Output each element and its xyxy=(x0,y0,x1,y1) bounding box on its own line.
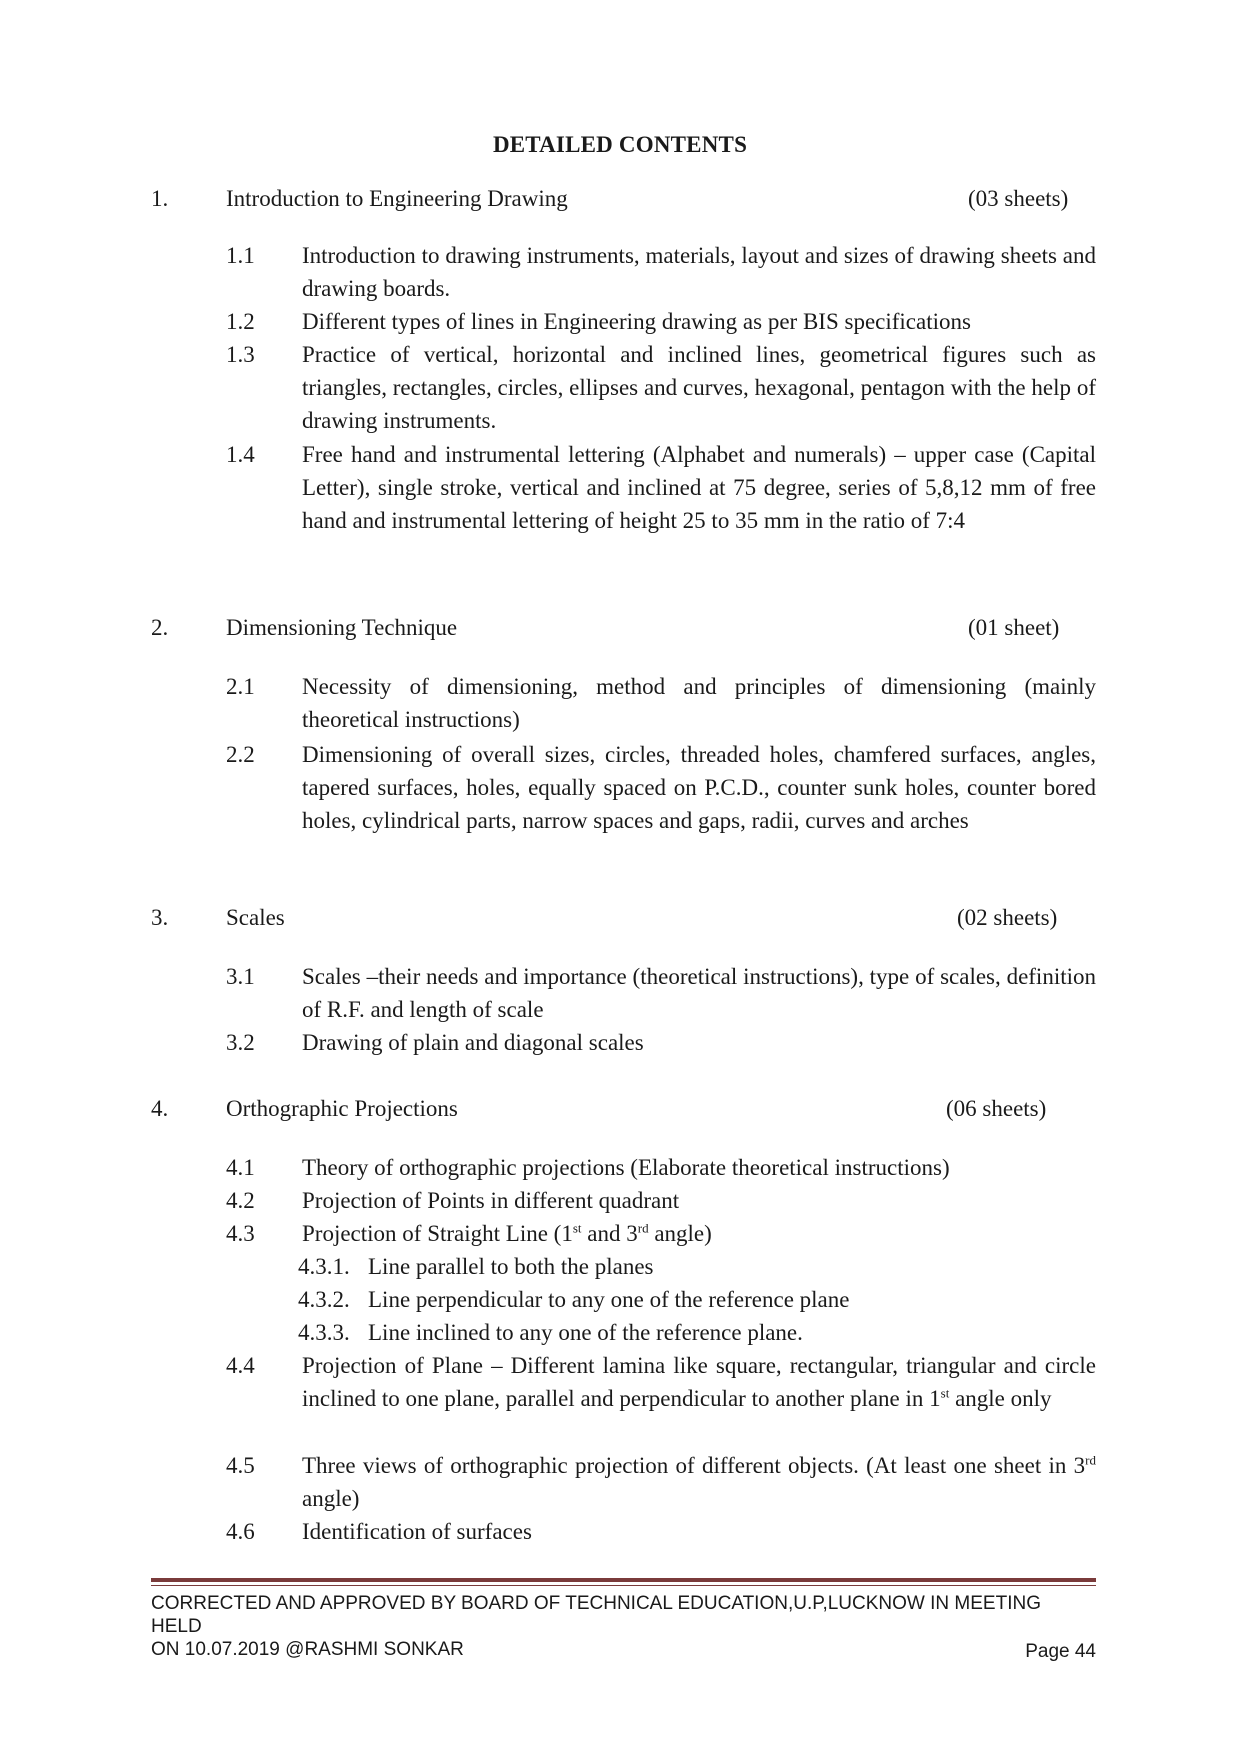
item-text xyxy=(302,1449,1096,1515)
sub-item-number: 4.3.1. xyxy=(298,1254,350,1279)
footer-divider-thin xyxy=(151,1585,1096,1586)
sheet-count: (02 sheets) xyxy=(957,905,1058,930)
item-text: Projection of Points in different quadrant xyxy=(302,1188,680,1213)
sub-item-text: Line parallel to both the planes xyxy=(368,1254,654,1279)
list-item xyxy=(226,1151,1096,1184)
list-item xyxy=(226,1217,1096,1250)
section-number: 4. xyxy=(151,1096,169,1121)
item-number: 4.1 xyxy=(226,1155,255,1180)
section-number: 1. xyxy=(151,186,169,211)
item-number: 1.2 xyxy=(226,309,255,334)
item-text xyxy=(302,1217,1096,1250)
item-number: 4.5 xyxy=(226,1453,255,1478)
text-run: angle) xyxy=(302,1486,360,1511)
list-item xyxy=(226,1349,1096,1415)
item-text: Drawing of plain and diagonal scales xyxy=(302,1030,644,1055)
item-number: 1.3 xyxy=(226,342,255,367)
text-run: Three views of orthographic projection of different objects. (At least one sheet in 3 xyxy=(302,1453,1086,1478)
superscript: rd xyxy=(1085,1452,1096,1468)
list-item xyxy=(226,738,1096,837)
sheet-count: (01 sheet) xyxy=(968,615,1060,640)
list-item xyxy=(226,338,1096,437)
item-text: Practice of vertical, horizontal and inclined lines, geometrical figures such as triangles, rectangles, circles, ellipses and curves, hexagonal, pentagon with the help of drawing instruments. xyxy=(302,342,1096,433)
item-text xyxy=(302,1349,1096,1415)
sub-item-number: 4.3.3. xyxy=(298,1320,350,1345)
text-run: angle only xyxy=(949,1386,1052,1411)
list-item xyxy=(226,1515,1096,1548)
item-number: 2.2 xyxy=(226,742,255,767)
sub-item-text: Line perpendicular to any one of the reference plane xyxy=(368,1287,850,1312)
item-number: 4.3 xyxy=(226,1221,255,1246)
item-text: Necessity of dimensioning, method and principles of dimensioning (mainly theoretical instructions) xyxy=(302,674,1096,732)
section-3-heading xyxy=(151,905,1096,937)
item-number: 3.2 xyxy=(226,1030,255,1055)
item-text: Theory of orthographic projections (Elaborate theoretical instructions) xyxy=(302,1155,950,1180)
item-text: Different types of lines in Engineering drawing as per BIS specifications xyxy=(302,309,971,334)
item-number: 4.6 xyxy=(226,1519,255,1544)
superscript: st xyxy=(572,1220,582,1236)
page-number: Page 44 xyxy=(1025,1641,1096,1662)
superscript: st xyxy=(940,1385,950,1401)
sheet-count: (06 sheets) xyxy=(946,1096,1047,1121)
page-title: DETAILED CONTENTS xyxy=(492,132,748,157)
sub-list-item xyxy=(298,1283,1058,1316)
item-text: Introduction to drawing instruments, materials, layout and sizes of drawing sheets and drawing boards. xyxy=(302,243,1096,301)
item-text: Scales –their needs and importance (theoretical instructions), type of scales, definition of R.F. and length of scale xyxy=(302,964,1096,1022)
section-title: Scales xyxy=(226,905,285,930)
item-number: 1.4 xyxy=(226,442,255,467)
section-title: Dimensioning Technique xyxy=(226,615,458,640)
item-number: 3.1 xyxy=(226,964,255,989)
section-4-heading xyxy=(151,1096,1096,1128)
list-item xyxy=(226,239,1096,305)
text-run: and 3 xyxy=(581,1221,638,1246)
list-item xyxy=(226,438,1096,537)
list-item xyxy=(226,670,1096,736)
footer-divider xyxy=(151,1578,1096,1582)
item-number: 4.2 xyxy=(226,1188,255,1213)
section-title: Orthographic Projections xyxy=(226,1096,458,1121)
section-1-heading xyxy=(151,186,1096,218)
text-run: angle) xyxy=(648,1221,712,1246)
footer-line: CORRECTED AND APPROVED BY BOARD OF TECHNICAL EDUCATION,U.P,LUCKNOW IN MEETING HELD xyxy=(151,1593,1041,1637)
sub-item-text: Line inclined to any one of the reference plane. xyxy=(368,1320,803,1345)
sub-item-number: 4.3.2. xyxy=(298,1287,350,1312)
list-item xyxy=(226,1026,1096,1059)
sub-list-item xyxy=(298,1250,1058,1283)
sheet-count: (03 sheets) xyxy=(968,186,1069,211)
section-number: 3. xyxy=(151,905,169,930)
text-run: Projection of Plane – Different lamina like square, rectangular, triangular and circle inclined to one plane, parallel and perpendicular to another plane in 1 xyxy=(302,1353,1096,1411)
item-text: Free hand and instrumental lettering (Alphabet and numerals) – upper case (Capital Letter), single stroke, vertical and inclined at 75 degree, series of 5,8,12 mm of free hand and instrumental lettering of height 25 to 35 mm in the ratio of 7:4 xyxy=(302,442,1096,533)
list-item xyxy=(226,1449,1096,1515)
item-number: 1.1 xyxy=(226,243,255,268)
sub-list-item xyxy=(298,1316,1058,1349)
section-2-heading xyxy=(151,615,1096,647)
item-number: 4.4 xyxy=(226,1353,255,1378)
item-text: Identification of surfaces xyxy=(302,1519,532,1544)
item-number: 2.1 xyxy=(226,674,255,699)
section-title: Introduction to Engineering Drawing xyxy=(226,186,568,211)
superscript: rd xyxy=(637,1220,649,1236)
list-item xyxy=(226,960,1096,1026)
item-text: Dimensioning of overall sizes, circles, threaded holes, chamfered surfaces, angles, tapered surfaces, holes, equally spaced on P.C.D., counter sunk holes, counter bored holes, cylindrical parts, narrow spaces and gaps, radii, curves and arches xyxy=(302,742,1096,833)
list-item xyxy=(226,1184,1096,1217)
section-number: 2. xyxy=(151,615,169,640)
footer-line: ON 10.07.2019 @RASHMI SONKAR xyxy=(151,1639,464,1660)
text-run: Projection of Straight Line (1 xyxy=(302,1221,573,1246)
list-item xyxy=(226,305,1096,338)
